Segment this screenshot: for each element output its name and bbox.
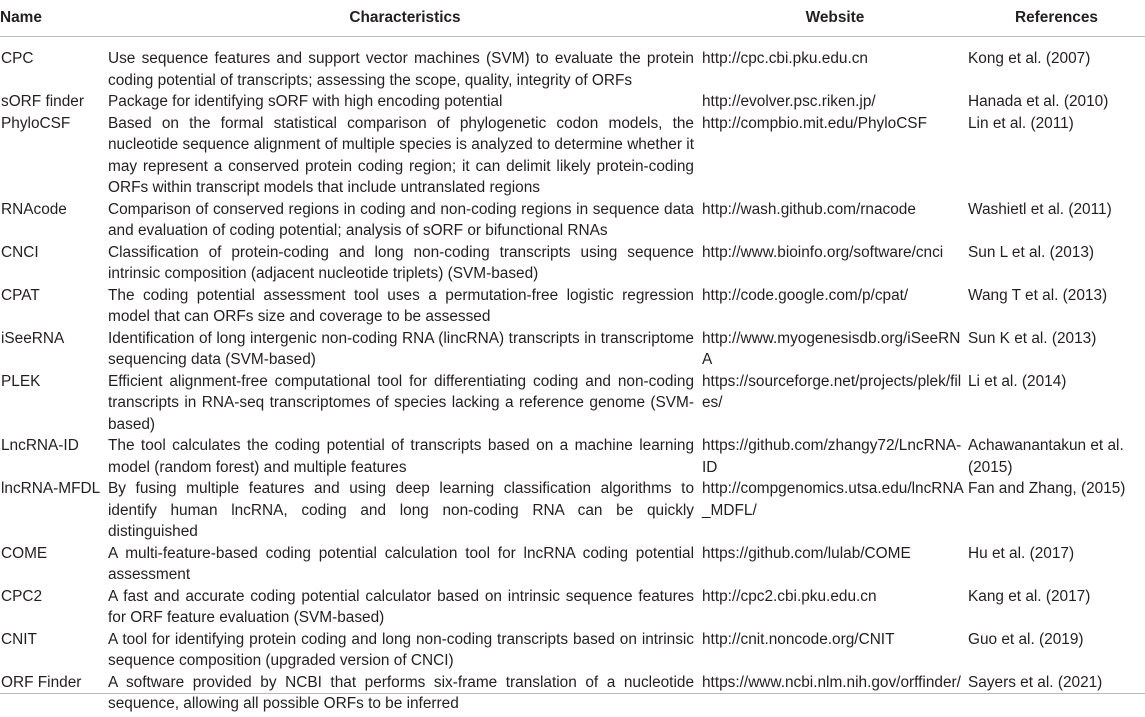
cell-website: http://compgenomics.utsa.edu/lncRNA_MDFL/: [702, 480, 964, 519]
header-row: [0, 0, 1145, 37]
header-references: References: [968, 0, 1145, 37]
cell-name: CPAT: [1, 286, 40, 304]
cell-website: http://www.bioinfo.org/software/cnci: [702, 243, 944, 261]
table-row: [0, 478, 1145, 543]
cell-reference: Li et al. (2014): [968, 372, 1067, 390]
header-name: Name: [0, 0, 108, 37]
cell-reference: Wang T et al. (2013): [968, 286, 1108, 304]
cell-name: CNIT: [1, 630, 37, 648]
cell-website: http://www.myogenesisdb.org/iSeeRNA: [702, 329, 961, 368]
cell-characteristics: A tool for identifying protein coding and long non-coding transcripts based on intrinsic sequence composition (upgraded version of CNCI): [108, 630, 694, 669]
table-row: [0, 435, 1145, 478]
cell-characteristics: Identification of long intergenic non-coding RNA (lincRNA) transcripts in transcriptome sequencing data (SVM-based): [108, 329, 694, 368]
cell-characteristics: Efficient alignment-free computational tool for differentiating coding and non-coding transcripts in RNA-seq transcriptomes of species lacking a reference genome (SVM-based): [108, 372, 694, 433]
cell-website: https://sourceforge.net/projects/plek/files/: [702, 372, 962, 411]
cell-website: http://code.google.com/p/cpat/: [702, 286, 909, 304]
cell-characteristics: A fast and accurate coding potential calculator based on intrinsic sequence features for ORF feature evaluation (SVM-based): [108, 587, 694, 626]
table-row: [0, 629, 1145, 672]
table-row: [0, 199, 1145, 242]
cell-reference: Lin et al. (2011): [968, 114, 1074, 132]
header-website: Website: [702, 0, 968, 37]
cell-name: LncRNA-ID: [1, 437, 79, 454]
cell-website: https://github.com/zhangy72/LncRNA-ID: [702, 437, 962, 476]
cell-name: sORF finder: [1, 93, 84, 110]
cell-reference: Kang et al. (2017): [968, 587, 1091, 605]
cell-characteristics: Based on the formal statistical comparison of phylogenetic codon models, the nucleotide sequence alignment of multiple species is analyzed to determine whether it may represent a conserved protein coding region; it can delimit likely protein-coding ORFs within transcript models that include untranslated regions: [108, 114, 694, 196]
cell-reference: Fan and Zhang, (2015): [968, 480, 1126, 497]
cell-website: http://wash.github.com/rnacode: [702, 200, 916, 218]
cell-website: http://compbio.mit.edu/PhyloCSF: [702, 114, 927, 132]
header-characteristics: Characteristics: [108, 0, 702, 37]
cell-website: http://cpc2.cbi.pku.edu.cn: [702, 587, 877, 605]
table-row: [0, 586, 1145, 629]
table-row: [0, 242, 1145, 285]
cell-reference: Hanada et al. (2010): [968, 93, 1109, 110]
cell-reference: Kong et al. (2007): [968, 50, 1091, 67]
cell-name: lncRNA-MFDL: [1, 480, 101, 497]
cell-characteristics: Use sequence features and support vector machines (SVM) to evaluate the protein coding potential of transcripts; assessing the scope, quality, integrity of ORFs: [108, 50, 694, 89]
table-row: [0, 285, 1145, 328]
table-row: [0, 328, 1145, 371]
cell-name: CPC2: [1, 587, 43, 605]
cell-characteristics: Classification of protein-coding and long non-coding transcripts using sequence intrinsic composition (adjacent nucleotide triplets) (SVM-based): [108, 243, 694, 282]
table-row: [0, 543, 1145, 586]
cell-website: https://github.com/lulab/COME: [702, 544, 911, 562]
cell-name: iSeeRNA: [1, 329, 65, 347]
cell-reference: Sun K et al. (2013): [968, 329, 1097, 347]
bottom-rule: [0, 693, 1145, 694]
table-header: [0, 0, 1145, 37]
table-row: [0, 672, 1145, 717]
cell-website: http://cpc.cbi.pku.edu.cn: [702, 50, 868, 67]
cell-name: CPC: [1, 50, 34, 67]
cell-website: https://www.ncbi.nlm.nih.gov/orffinder/: [702, 673, 961, 691]
cell-website: http://evolver.psc.riken.jp/: [702, 93, 876, 110]
cell-characteristics: Comparison of conserved regions in coding and non-coding regions in sequence data and evaluation of coding potential; analysis of sORF or bifunctional RNAs: [108, 200, 694, 239]
cell-characteristics: A software provided by NCBI that performs six-frame translation of a nucleotide sequence, allowing all possible ORFs to be inferred: [108, 673, 694, 712]
table-body: [0, 37, 1145, 717]
cell-reference: Achawanantakun et al. (2015): [968, 437, 1124, 476]
cell-reference: Sayers et al. (2021): [968, 673, 1103, 691]
cell-name: RNAcode: [1, 200, 67, 218]
table-row: [0, 37, 1145, 92]
cell-characteristics: Package for identifying sORF with high encoding potential: [108, 93, 503, 110]
table-row: [0, 113, 1145, 199]
cell-characteristics: A multi-feature-based coding potential calculation tool for lncRNA coding potential assessment: [108, 544, 694, 583]
cell-name: ORF Finder: [1, 673, 82, 691]
cell-reference: Hu et al. (2017): [968, 544, 1075, 562]
cell-characteristics: By fusing multiple features and using deep learning classification algorithms to identify human lncRNA, coding and long non-coding RNA can be quickly distinguished: [108, 480, 694, 540]
table-row: [0, 371, 1145, 436]
table-row: [0, 91, 1145, 113]
cell-characteristics: The coding potential assessment tool uses a permutation-free logistic regression model that can ORFs size and coverage to be assessed: [108, 286, 694, 325]
cell-name: COME: [1, 544, 48, 562]
cell-reference: Guo et al. (2019): [968, 630, 1084, 648]
cell-name: CNCI: [1, 243, 39, 261]
cell-characteristics: The tool calculates the coding potential of transcripts based on a machine learning model (random forest) and multiple features: [108, 437, 694, 476]
cell-name: PLEK: [1, 372, 41, 390]
cell-website: http://cnit.noncode.org/CNIT: [702, 630, 895, 648]
cell-name: PhyloCSF: [1, 114, 71, 132]
cell-reference: Sun L et al. (2013): [968, 243, 1095, 261]
cell-reference: Washietl et al. (2011): [968, 200, 1112, 218]
